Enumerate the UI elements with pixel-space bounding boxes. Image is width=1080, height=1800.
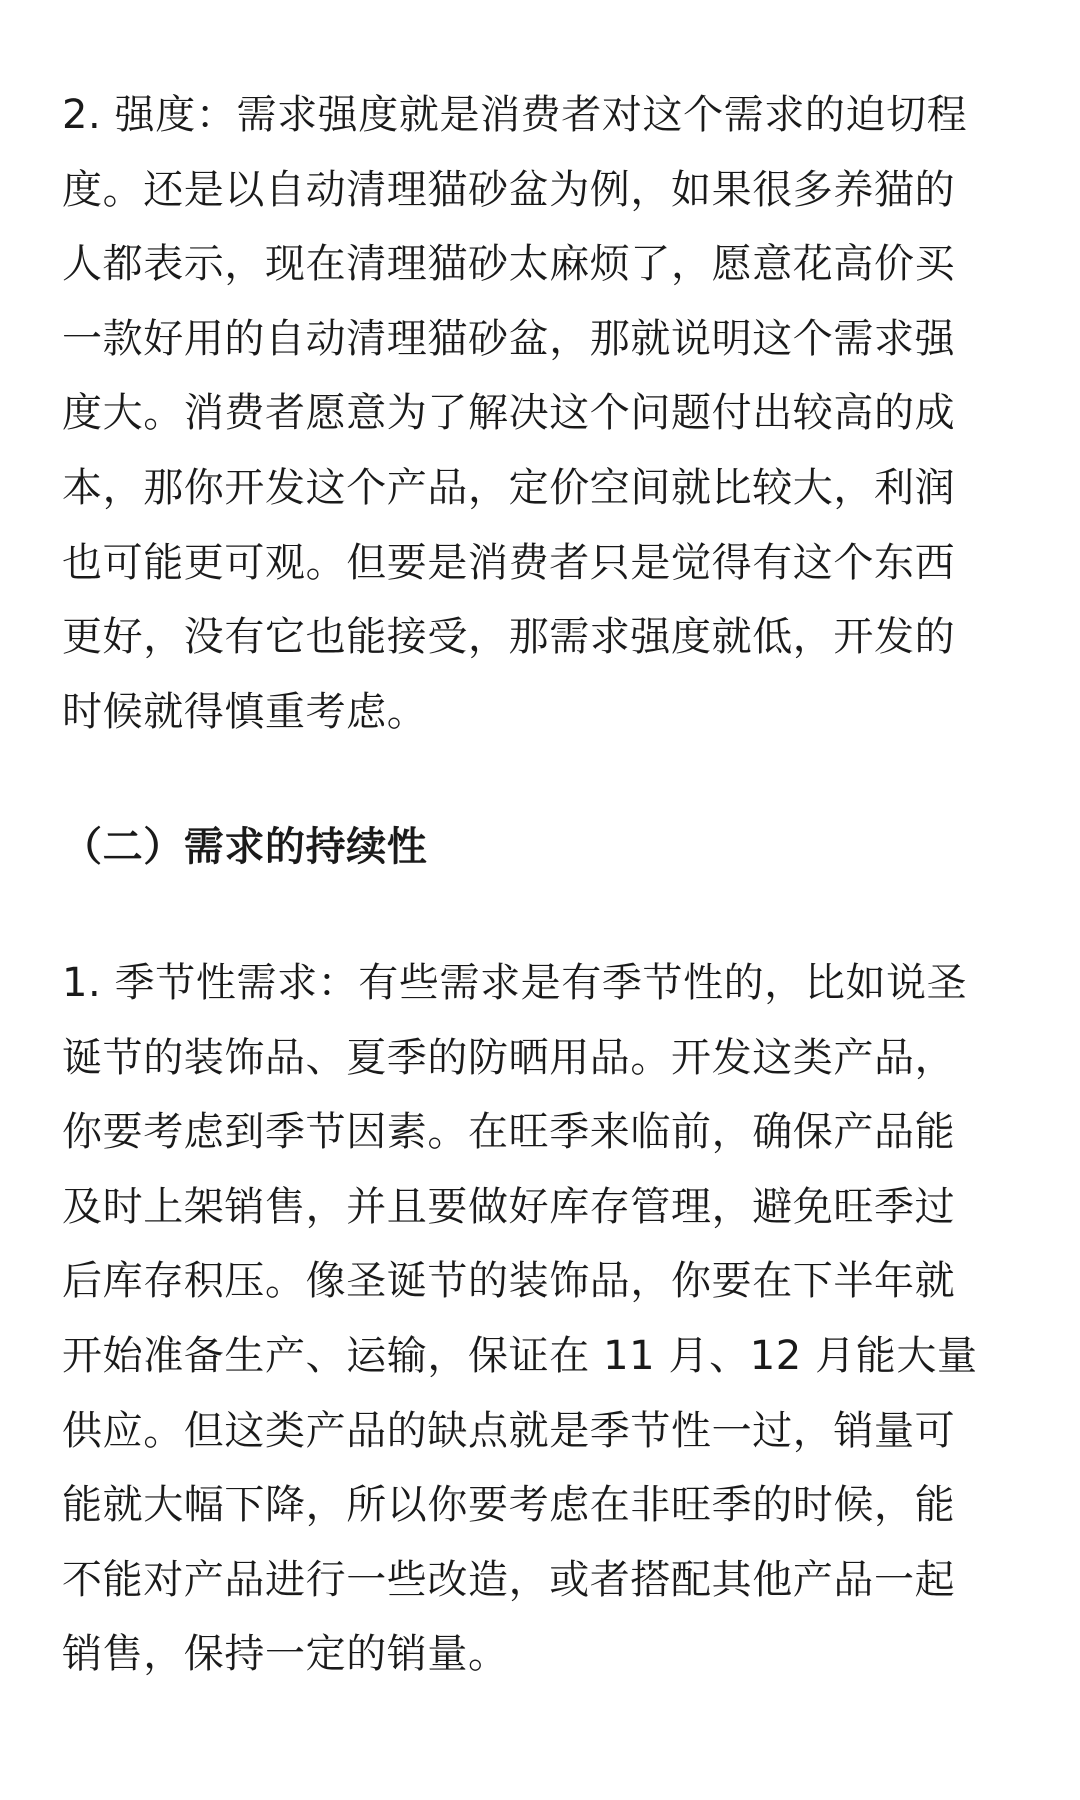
text-line: 能就大幅下降，所以你要考虑在非旺季的时候，能 bbox=[62, 1482, 956, 1529]
text-line: 也可能更可观。但要是消费者只是觉得有这个东西 bbox=[62, 539, 956, 586]
paragraph-seasonal bbox=[62, 946, 1027, 1692]
text-line: 本，那你开发这个产品，定价空间就比较大，利润 bbox=[62, 464, 956, 511]
text-line: 度大。消费者愿意为了解决这个问题付出较高的成 bbox=[62, 390, 956, 437]
text-line: 人都表示，现在清理猫砂太麻烦了，愿意花高价买 bbox=[62, 241, 956, 288]
section-heading: （二）需求的持续性 bbox=[62, 824, 428, 871]
text-line: 不能对产品进行一些改造，或者搭配其他产品一起 bbox=[62, 1556, 956, 1603]
text-line: 你要考虑到季节因素。在旺季来临前，确保产品能 bbox=[62, 1109, 956, 1156]
text-line: 后库存积压。像圣诞节的装饰品，你要在下半年就 bbox=[62, 1258, 956, 1305]
text-line: 及时上架销售，并且要做好库存管理，避免旺季过 bbox=[62, 1183, 956, 1230]
article-body bbox=[62, 78, 1027, 1692]
text-line: 度。还是以自动清理猫砂盆为例，如果很多养猫的 bbox=[62, 166, 956, 213]
text-line: 诞节的装饰品、夏季的防晒用品。开发这类产品， bbox=[62, 1034, 956, 1081]
text-line: 销售，保持一定的销量。 bbox=[62, 1631, 509, 1678]
text-line: 更好，没有它也能接受，那需求强度就低，开发的 bbox=[62, 614, 956, 661]
text-line: 供应。但这类产品的缺点就是季节性一过，销量可 bbox=[62, 1407, 956, 1454]
text-line: 开始准备生产、运输，保证在 11 月、12 月能大量 bbox=[62, 1332, 978, 1379]
text-line: 时候就得慎重考虑。 bbox=[62, 688, 428, 735]
text-line: 2. 强度：需求强度就是消费者对这个需求的迫切程 bbox=[62, 92, 968, 138]
paragraph-intensity bbox=[62, 78, 1027, 749]
text-line: 一款好用的自动清理猫砂盆，那就说明这个需求强 bbox=[62, 315, 956, 362]
text-line: 1. 季节性需求：有些需求是有季节性的，比如说圣 bbox=[62, 959, 968, 1006]
